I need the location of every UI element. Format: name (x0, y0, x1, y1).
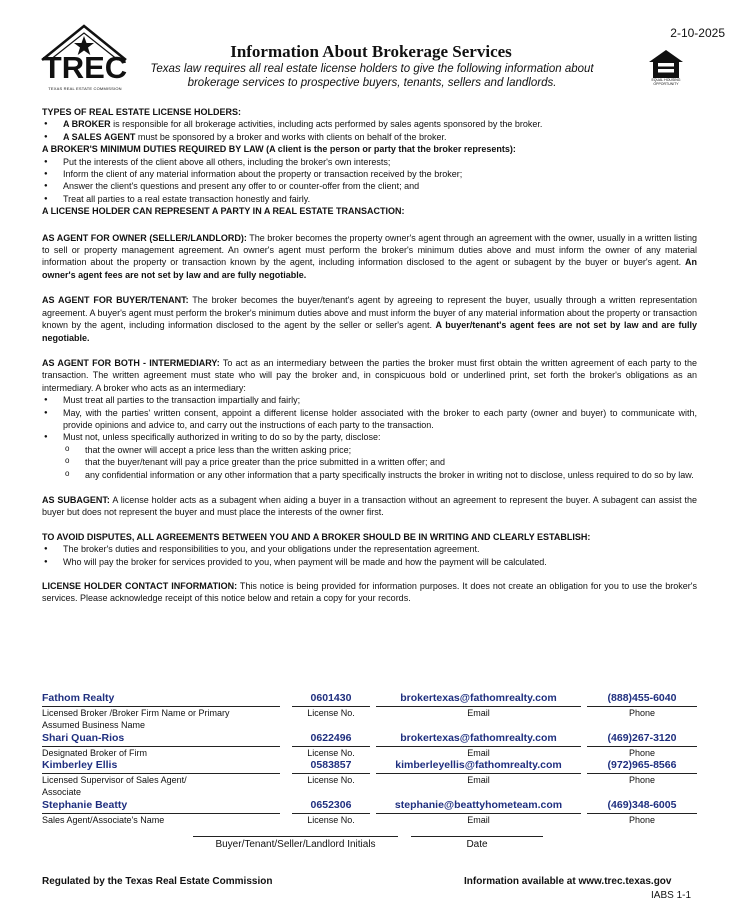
broker-license-field[interactable]: 0601430 (292, 692, 370, 707)
list-item: ● Answer the client's questions and present any offer to or counter-offer from the client; and (42, 180, 697, 192)
list-item (42, 118, 697, 130)
duties-heading: A BROKER'S MINIMUM DUTIES REQUIRED BY LAW (A client is the person or party that the broker represents): (42, 144, 516, 155)
form-date: 2-10-2025 (670, 26, 725, 40)
buyer-paragraph (42, 294, 697, 344)
form-id: IABS 1-1 (651, 890, 692, 901)
agent-term: A SALES AGENT (63, 131, 136, 142)
license-label: License No. (307, 748, 355, 758)
supervisor-email-field[interactable]: kimberleyellis@fathomrealty.com (376, 759, 581, 774)
supervisor-label: Licensed Supervisor of Sales Agent/ Associate (42, 775, 187, 797)
trec-logo-subtext: TEXAS REAL ESTATE COMMISSION (48, 86, 122, 91)
intermediary-paragraph (42, 357, 697, 394)
email-label: Email (467, 708, 490, 718)
duties-list (42, 156, 697, 206)
contact-info-heading: LICENSE HOLDER CONTACT INFORMATION: (42, 581, 238, 591)
supervisor-license-field[interactable]: 0583857 (292, 759, 370, 774)
buyer-heading: AS AGENT FOR BUYER/TENANT: (42, 295, 189, 306)
sales-agent-email-field[interactable]: stephanie@beattyhometeam.com (376, 799, 581, 814)
phone-label: Phone (628, 748, 656, 758)
types-heading: TYPES OF REAL ESTATE LICENSE HOLDERS: (42, 107, 242, 117)
disputes-list (42, 543, 697, 568)
broker-term: A BROKER (63, 119, 111, 130)
contact-row-designated-broker (42, 732, 697, 760)
list-item: ● May, with the parties' written consent, appoint a different license holder associated with the broker to each party (owner and buyer) to communicate with, provide opinions and advice to, and carry out the instructions of each party to the transaction. (42, 407, 697, 432)
represent-heading: A LICENSE HOLDER CAN REPRESENT A PARTY IN A REAL ESTATE TRANSACTION: (42, 206, 405, 217)
license-label: License No. (307, 775, 355, 785)
types-list (42, 118, 697, 143)
subagent-heading: AS SUBAGENT: (42, 494, 110, 505)
owner-heading: AS AGENT FOR OWNER (SELLER/LANDLORD): (42, 232, 247, 243)
email-label: Email (467, 815, 490, 825)
supervisor-name-field[interactable]: Kimberley Ellis (42, 759, 280, 774)
email-label: Email (467, 748, 490, 758)
sales-agent-license-field[interactable]: 0652306 (292, 799, 370, 814)
initials-label: Buyer/Tenant/Seller/Landlord Initials (215, 839, 376, 850)
list-item: ● Must treat all parties to the transaction impartially and fairly; (42, 394, 697, 406)
disputes-heading: TO AVOID DISPUTES, ALL AGREEMENTS BETWEEN YOU AND A BROKER SHOULD BE IN WRITING AND CLEARLY ESTABLISH: (42, 531, 591, 542)
broker-name-field[interactable]: Fathom Realty (42, 692, 280, 707)
equal-housing-text: EQUAL HOUSING OPPORTUNITY (651, 78, 681, 86)
footer-regulated-text: Regulated by the Texas Real Estate Commission (42, 876, 273, 887)
owner-paragraph (42, 232, 697, 282)
list-item: ● The broker's duties and responsibilities to you, and your obligations under the representation agreement. (42, 543, 697, 555)
designated-broker-email-field[interactable]: brokertexas@fathomrealty.com (376, 732, 581, 747)
sales-agent-name-field[interactable]: Stephanie Beatty (42, 799, 280, 814)
broker-email-field[interactable]: brokertexas@fathomrealty.com (376, 692, 581, 707)
agent-text: must be sponsored by a broker and works with clients on behalf of the broker. (135, 131, 447, 142)
phone-label: Phone (628, 708, 656, 718)
date-line[interactable] (411, 836, 543, 837)
contact-row-supervisor (42, 759, 697, 797)
designated-broker-label: Designated Broker of Firm (42, 748, 148, 758)
intermediary-heading: AS AGENT FOR BOTH - INTERMEDIARY: (42, 357, 220, 368)
list-item: ● Inform the client of any material information about the property or transaction received by the broker; (42, 168, 697, 180)
subagent-paragraph (42, 494, 697, 519)
broker-text: is responsible for all brokerage activities, including acts performed by sales agents sponsored by the broker. (110, 119, 543, 130)
broker-phone-field[interactable]: (888)455-6040 (587, 692, 697, 707)
sub-list-item: o that the buyer/tenant will pay a price greater than the price submitted in a written offer; and (63, 456, 697, 468)
intermediary-sublist (63, 444, 697, 481)
license-label: License No. (307, 815, 355, 825)
subagent-text: A license holder acts as a subagent when aiding a buyer in a transaction without an agreement to represent the buyer. A subagent can assist the buyer but does not represent the buyer and must place the interests of the owner first. (42, 494, 697, 518)
email-label: Email (467, 775, 490, 785)
designated-broker-license-field[interactable]: 0622496 (292, 732, 370, 747)
date-label: Date (466, 839, 488, 850)
phone-label: Phone (628, 775, 656, 785)
phone-label: Phone (628, 815, 656, 825)
list-item-text: Must not, unless specifically authorized in writing to do so by the party, disclose: (63, 432, 381, 443)
footer-info-link[interactable]: Information available at www.trec.texas.gov (464, 876, 672, 887)
initials-line[interactable] (193, 836, 398, 837)
page-title: Information About Brokerage Services (230, 42, 512, 61)
page-subtitle: Texas law requires all real estate license holders to give the following information about brokerage services to prospective buyers, tenants, sellers and landlords. (150, 63, 594, 89)
designated-broker-name-field[interactable]: Shari Quan-Rios (42, 732, 280, 747)
owner-fees: An owner's agent fees are not set by law and are fully negotiable. (42, 257, 697, 280)
designated-broker-phone-field[interactable]: (469)267-3120 (587, 732, 697, 747)
document-body (42, 106, 697, 605)
buyer-fees: A buyer/tenant's agent fees are not set by law and are fully negotiable. (42, 320, 697, 343)
sub-list-item: o any confidential information or any other information that a party specifically instructs the broker in writing not to disclose, unless required to do so by law. (63, 469, 697, 481)
list-item: ● Put the interests of the client above all others, including the broker's own interests; (42, 156, 697, 168)
list-item: ● Who will pay the broker for services provided to you, when payment will be made and how the payment will be calculated. (42, 556, 697, 568)
broker-name-label: Licensed Broker /Broker Firm Name or Primary Assumed Business Name (42, 708, 230, 730)
contact-row-sales-agent (42, 799, 697, 827)
buyer-text: The broker becomes the buyer/tenant's agent by agreeing to represent the buyer, usually through a written representation agreement. A buyer's agent must perform the broker's minimum duties above and must inform the buyer of any material information about the property or transaction known by the agent, including information disclosed to the agent by the seller or seller's agent. (42, 295, 697, 331)
contact-row-broker (42, 692, 697, 730)
list-item (42, 431, 697, 481)
contact-info-paragraph (42, 580, 697, 605)
owner-text: The broker becomes the property owner's agent through an agreement with the owner, usually in a written listing to sell or property management agreement. An owner's agent must perform the broker's minimum duties above and must inform the owner of any material information about the property or transaction known by the agent, including information disclosed to the agent or subagent by the buyer or buyer's agent. (42, 232, 697, 268)
list-item (42, 131, 697, 143)
sub-list-item: o that the owner will accept a price less than the written asking price; (63, 444, 697, 456)
contact-info-text: This notice is being provided for information purposes. It does not create an obligation for you to use the broker's services. Please acknowledge receipt of this notice below and retain a copy for your records. (42, 581, 697, 604)
list-item: ● Treat all parties to a real estate transaction honestly and fairly. (42, 193, 697, 205)
intermediary-list (42, 394, 697, 481)
trec-logo-text: TREC (42, 50, 128, 85)
sales-agent-phone-field[interactable]: (469)348-6005 (587, 799, 697, 814)
supervisor-phone-field[interactable]: (972)965-8566 (587, 759, 697, 774)
license-label: License No. (307, 708, 355, 718)
intermediary-text: To act as an intermediary between the parties the broker must first obtain the written agreement of each party to the transaction. The written agreement must state who will pay the broker and, in conspicuous bold or underlined print, set forth the broker's obligations as an intermediary. A broker who acts as an intermediary: (42, 357, 697, 393)
sales-agent-label: Sales Agent/Associate's Name (42, 815, 165, 825)
